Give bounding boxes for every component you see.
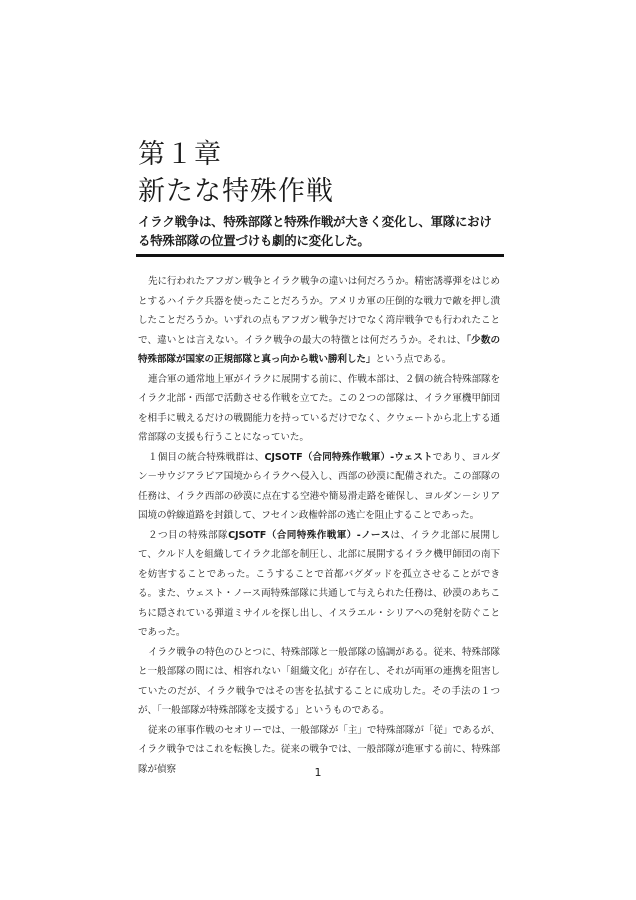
paragraph: １個目の統合特殊戦群は、CJSOTF（合同特殊作戦軍）-ウェストであり、ヨルダン－サウジアラビア国境からイラクへ侵入し、西部の砂漠に配備された。この部隊の任務は、イラク西部の砂漠に点在する空港や簡易滑走路を確保し、ヨルダン－シリア国境の幹線道路を封鎖して、フセイン政権幹部の逃亡を阻止することであった。 — [138, 451, 500, 521]
chapter-label: 第１章 — [138, 139, 222, 170]
chapter-title: 新たな特殊作戦 — [138, 176, 334, 207]
page-number: 1 — [314, 766, 322, 779]
paragraph: イラク戦争の特色のひとつに、特殊部隊と一般部隊の協調がある。従来、特殊部隊と一般部隊の間には、相容れない「組織文化」が存在し、それが両軍の連携を阻害していたのだが、イラク戦争ではその害を払拭することに成功した。その手法の１つが、「一般部隊が特殊部隊を支援する」というものである。 — [138, 646, 500, 716]
paragraph: 従来の軍事作戦のセオリーでは、一般部隊が「主」で特殊部隊が「従」であるが、イラク戦争ではこれを転換した。従来の戦争では、一般部隊が進軍する前に、特殊部隊が偵察 — [138, 724, 500, 775]
paragraph: ２つ目の特殊部隊CJSOTF（合同特殊作戦軍）-ノースは、イラク北部に展開して、クルド人を組織してイラク北部を制圧し、北部に展開するイラク機甲師団の南下を妨害することであった。こうすることで首都バグダッドを孤立させることができる。また、ウェスト・ノース両特殊部隊に共通して与えられた任務は、砂漠のあちこちに隠されている弾道ミサイルを探し出し、イスラエル・シリアへの発射を防ぐことであった。 — [138, 529, 501, 638]
body-text — [138, 272, 500, 779]
paragraph: 先に行われたアフガン戦争とイラク戦争の違いは何だろうか。精密誘導弾をはじめとするハイテク兵器を使ったことだろうか。アメリカ軍の圧倒的な戦力で敵を押し潰したことだろうか。いずれの点もアフガン戦争だけでなく湾岸戦争でも行われたことで、違いとは言えない。イラク戦争の最大の特徴とは何だろうか。それは、「少数の特殊部隊が国家の正規部隊と真っ向から戦い勝利した」という点である。 — [138, 276, 500, 365]
title-rule — [136, 254, 504, 257]
chapter-subtitle: イラク戦争は、特殊部隊と特殊作戦が大きく変化し、軍隊における特殊部隊の位置づけも劇的に変化した。 — [138, 214, 492, 248]
paragraph: 連合軍の通常地上軍がイラクに展開する前に、作戦本部は、２個の統合特殊部隊をイラク北部・西部で活動させる作戦を立てた。この２つの部隊は、イラク軍機甲師団を相手に戦えるだけの戦闘能力を持っているだけでなく、クウェートから北上する通常部隊の支援も行うことになっていた。 — [138, 373, 500, 443]
